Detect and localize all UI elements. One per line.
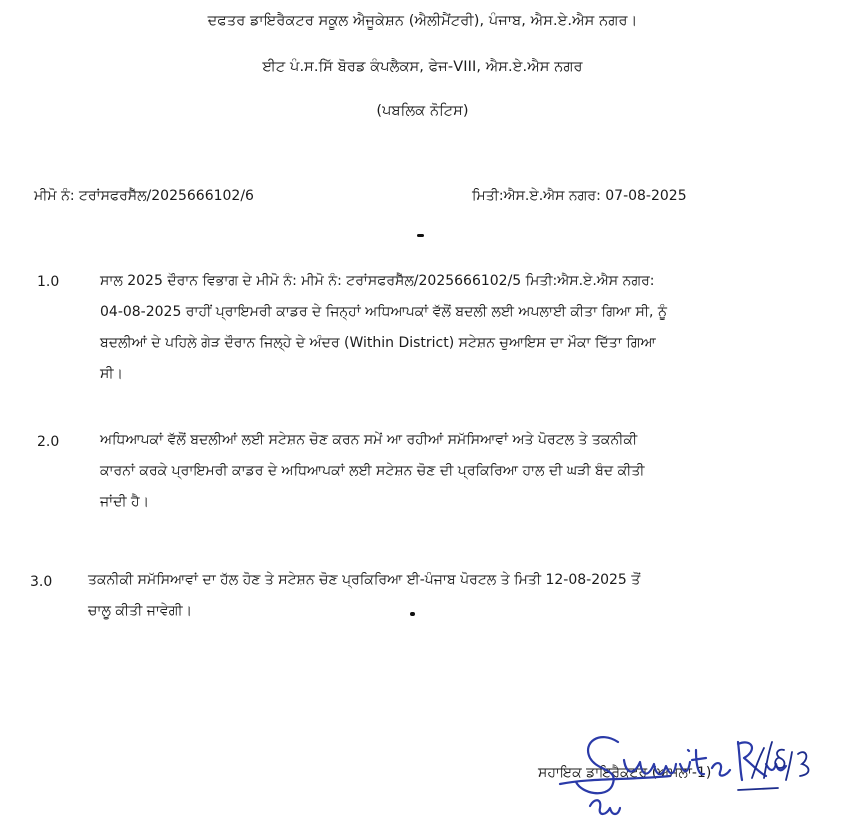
handwritten-signature bbox=[520, 720, 840, 835]
paragraph-number: 1.0 bbox=[37, 274, 60, 290]
paragraph-line: ਸਾਲ 2025 ਦੌਰਾਨ ਵਿਭਾਗ ਦੇ ਮੀਮੋ ਨੰ: ਮੀਮੋ ਨੰ: ਟਰਾਂਸਫਰਸੈੱਲ/2025666102/5 ਮਿਤੀ:ਐਸ.ਏ.ਐਸ ਨਗਰ: bbox=[100, 273, 655, 289]
memo-date: ਮਿਤੀ:ਐਸ.ਏ.ਐਸ ਨਗਰ: 07-08-2025 bbox=[472, 188, 687, 204]
office-address: ਈਟ ਪੰ.ਸ.ਸਿੱ ਬੋਰਡ ਕੰਪਲੈਕਸ, ਫੇਜ-VIII, ਐਸ.ਏ.ਐਸ ਨਗਰ bbox=[262, 59, 583, 75]
paragraph-line: ਬਦਲੀਆਂ ਦੇ ਪਹਿਲੇ ਗੇੜ ਦੌਰਾਨ ਜਿਲ੍ਹੇ ਦੇ ਅੰਦਰ (Within District) ਸਟੇਸ਼ਨ ਚੁਆਇਸ ਦਾ ਮੌਕਾ ਦਿੱਤਾ ਗਿਆ bbox=[100, 335, 656, 351]
paragraph-line: ਸੀ। bbox=[100, 366, 123, 382]
memo-number: ਮੀਮੋ ਨੰ: ਟਰਾਂਸਫਰਸੈੱਲ/2025666102/6 bbox=[34, 188, 254, 204]
paragraph-line: ਤਕਨੀਕੀ ਸਮੱਸਿਆਵਾਂ ਦਾ ਹੱਲ ਹੋਣ ਤੇ ਸਟੇਸ਼ਨ ਚੋਣ ਪ੍ਰਕਿਰਿਆ ਈ-ਪੰਜਾਬ ਪੋਰਟਲ ਤੇ ਮਿਤੀ 12-08-2025 ਤੋਂ bbox=[88, 572, 641, 588]
paragraph-line: ਚਾਲੂ ਕੀਤੀ ਜਾਵੇਗੀ। bbox=[88, 603, 193, 619]
notice-heading: (ਪਬਲਿਕ ਨੋਟਿਸ) bbox=[376, 103, 469, 119]
paragraph-number: 3.0 bbox=[30, 574, 53, 590]
office-title: ਦਫਤਰ ਡਾਇਰੈਕਟਰ ਸਕੂਲ ਐਜੂਕੇਸ਼ਨ (ਐਲੀਮੈਂਟਰੀ), ਪੰਜਾਬ, ਐਸ.ਏ.ਐਸ ਨਗਰ। bbox=[207, 13, 638, 29]
paragraph-number: 2.0 bbox=[37, 434, 60, 450]
paragraph-line: ਕਾਰਨਾਂ ਕਰਕੇ ਪ੍ਰਾਇਮਰੀ ਕਾਡਰ ਦੇ ਅਧਿਆਪਕਾਂ ਲਈ ਸਟੇਸ਼ਨ ਚੋਣ ਦੀ ਪ੍ਰਕਿਰਿਆ ਹਾਲ ਦੀ ਘੜੀ ਬੰਦ ਕੀਤੀ bbox=[100, 463, 645, 479]
paragraph-2 bbox=[100, 425, 645, 518]
paragraph-line: 04-08-2025 ਰਾਹੀਂ ਪ੍ਰਾਇਮਰੀ ਕਾਡਰ ਦੇ ਜਿਨ੍ਹਾਂ ਅਧਿਆਪਕਾਂ ਵੱਲੋਂ ਬਦਲੀ ਲਈ ਅਪਲਾਈ ਕੀਤਾ ਗਿਆ ਸੀ, ਨੂੰ bbox=[100, 304, 668, 320]
ink-mark bbox=[417, 234, 424, 237]
signatory-designation: ਸਹਾਇਕ ਡਾਇਰੈਕਟਰ (ਅਮਲਾ-1) bbox=[538, 765, 712, 781]
paragraph-line: ਅਧਿਆਪਕਾਂ ਵੱਲੋਂ ਬਦਲੀਆਂ ਲਈ ਸਟੇਸ਼ਨ ਚੋਣ ਕਰਨ ਸਮੇਂ ਆ ਰਹੀਆਂ ਸਮੱਸਿਆਵਾਂ ਅਤੇ ਪੋਰਟਲ ਤੇ ਤਕਨੀਕੀ bbox=[100, 432, 638, 448]
paragraph-3 bbox=[88, 565, 640, 627]
paragraph-line: ਜਾਂਦੀ ਹੈ। bbox=[100, 494, 150, 510]
paragraph-1 bbox=[100, 266, 667, 390]
ink-mark bbox=[410, 612, 415, 616]
